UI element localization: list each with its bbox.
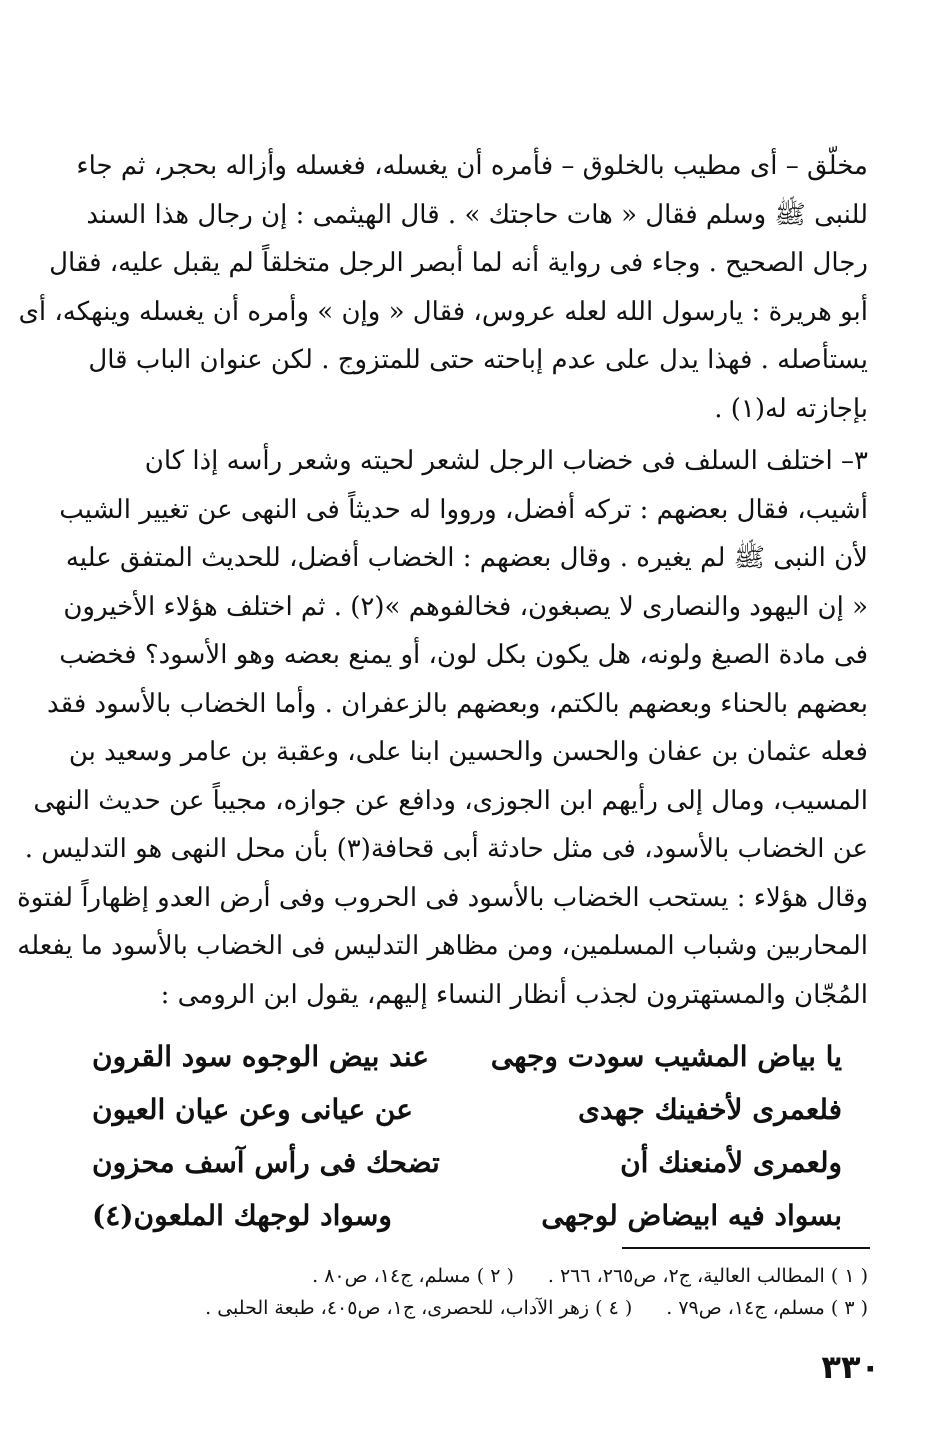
poem-verse (92, 1189, 842, 1242)
paragraph-1 (18, 142, 868, 433)
footnote-3: ( ٣ ) مسلم، ج١٤، ص٧٩ . (666, 1297, 868, 1319)
page-number: ٣٣٠ (821, 1348, 880, 1386)
text-line: « إن اليهود والنصارى لا يصبغون، فخالفوهم »(٢) . ثم اختلف هؤلاء الأخيرون (63, 591, 868, 622)
poem-verse (92, 1030, 842, 1083)
footnote-4: ( ٤ ) زهر الآداب، للحصرى، ج١، ص٤٠٥، طبعة الحلبى . (205, 1297, 633, 1319)
text-line: أبو هريرة : يارسول الله لعله عروس، فقال « وإن » وأمره أن يغسله وينهكه، أى (18, 296, 868, 327)
verse-second-hemistich: عن عيانى وعن عيان العيون (92, 1093, 413, 1126)
footnote-divider (622, 1247, 870, 1249)
footnote-2: ( ٢ ) مسلم، ج١٤، ص٨٠ . (312, 1265, 514, 1287)
text-line: فعله عثمان بن عفان والحسن والحسين ابنا على، وعقبة بن عامر وسعيد بن (68, 737, 868, 767)
text-line: للنبى ﷺ وسلم فقال « هات حاجتك » . قال الهيثمى : إن رجال هذا السند (86, 199, 868, 230)
text-line: المحاربين وشباب المسلمين، ومن مظاهر التدليس فى الخضاب بالأسود ما يفعله (17, 931, 868, 961)
text-line: فى مادة الصبغ ولونه، هل يكون بكل لون، أو يمنع بعضه وهو الأسود؟ فخضب (59, 640, 868, 670)
footnote-row (60, 1292, 868, 1324)
text-line: المسيب، ومال إلى رأيهم ابن الجوزى، ودافع عن جوازه، مجيباً عن حديث النهى (33, 785, 868, 816)
text-line: بإجازته له(١) . (714, 393, 868, 424)
verse-first-hemistich: يا بياض المشيب سودت وجهى (490, 1040, 842, 1073)
text-line: وقال هؤلاء : يستحب الخضاب بالأسود فى الحروب وفى أرض العدو إظهاراً لفتوة (17, 882, 868, 913)
text-line: رجال الصحيح . وجاء فى رواية أنه لما أبصر الرجل متخلقاً لم يقبل عليه، فقال (49, 248, 868, 278)
footnote-row (60, 1260, 868, 1292)
text-line: بعضهم بالحناء وبعضهم بالكتم، وبعضهم بالزعفران . وأما الخضاب بالأسود فقد (47, 688, 868, 719)
text-line: عن الخضاب بالأسود، فى مثل حادثة أبى قحافة(٣) بأن محل النهى هو التدليس . (24, 834, 868, 864)
verse-second-hemistich: وسواد لوجهك الملعون(٤) (92, 1199, 392, 1232)
verse-second-hemistich: عند بيض الوجوه سود القرون (92, 1040, 430, 1073)
verse-second-hemistich: تضحك فى رأس آسف محزون (92, 1146, 440, 1179)
text-line: المُجّان والمستهترون لجذب أنظار النساء إليهم، يقول ابن الرومى : (160, 979, 868, 1010)
poem-verse (92, 1136, 842, 1189)
footnote-1: ( ١ ) المطالب العالية، ج٢، ص٢٦٥، ٢٦٦ . (547, 1265, 868, 1287)
text-line: ٣– اختلف السلف فى خضاب الرجل لشعر لحيته وشعر رأسه إذا كان (144, 446, 868, 476)
text-line: أشيب، فقال بعضهم : تركه أفضل، ورووا له حديثاً فى النهى عن تغيير الشيب (59, 494, 868, 525)
text-line: يستأصله . فهذا يدل على عدم إباحته حتى للمتزوج . لكن عنوان الباب قال (88, 345, 868, 375)
poem-verse (92, 1083, 842, 1136)
verse-first-hemistich: بسواد فيه ابيضاض لوجهى (541, 1199, 842, 1232)
text-line: مخلّق – أى مطيب بالخلوق – فأمره أن يغسله، فغسله وأزاله بحجر، ثم جاء (76, 151, 868, 181)
footnotes (60, 1260, 868, 1324)
verse-first-hemistich: فلعمرى لأخفينك جهدى (578, 1093, 842, 1126)
verse-first-hemistich: ولعمرى لأمنعنك أن (620, 1146, 842, 1179)
main-text (17, 142, 868, 1019)
text-line: لأن النبى ﷺ لم يغيره . وقال بعضهم : الخضاب أفضل، للحديث المتفق عليه (65, 543, 868, 573)
poem (92, 1030, 842, 1242)
paragraph-2 (17, 437, 868, 1019)
